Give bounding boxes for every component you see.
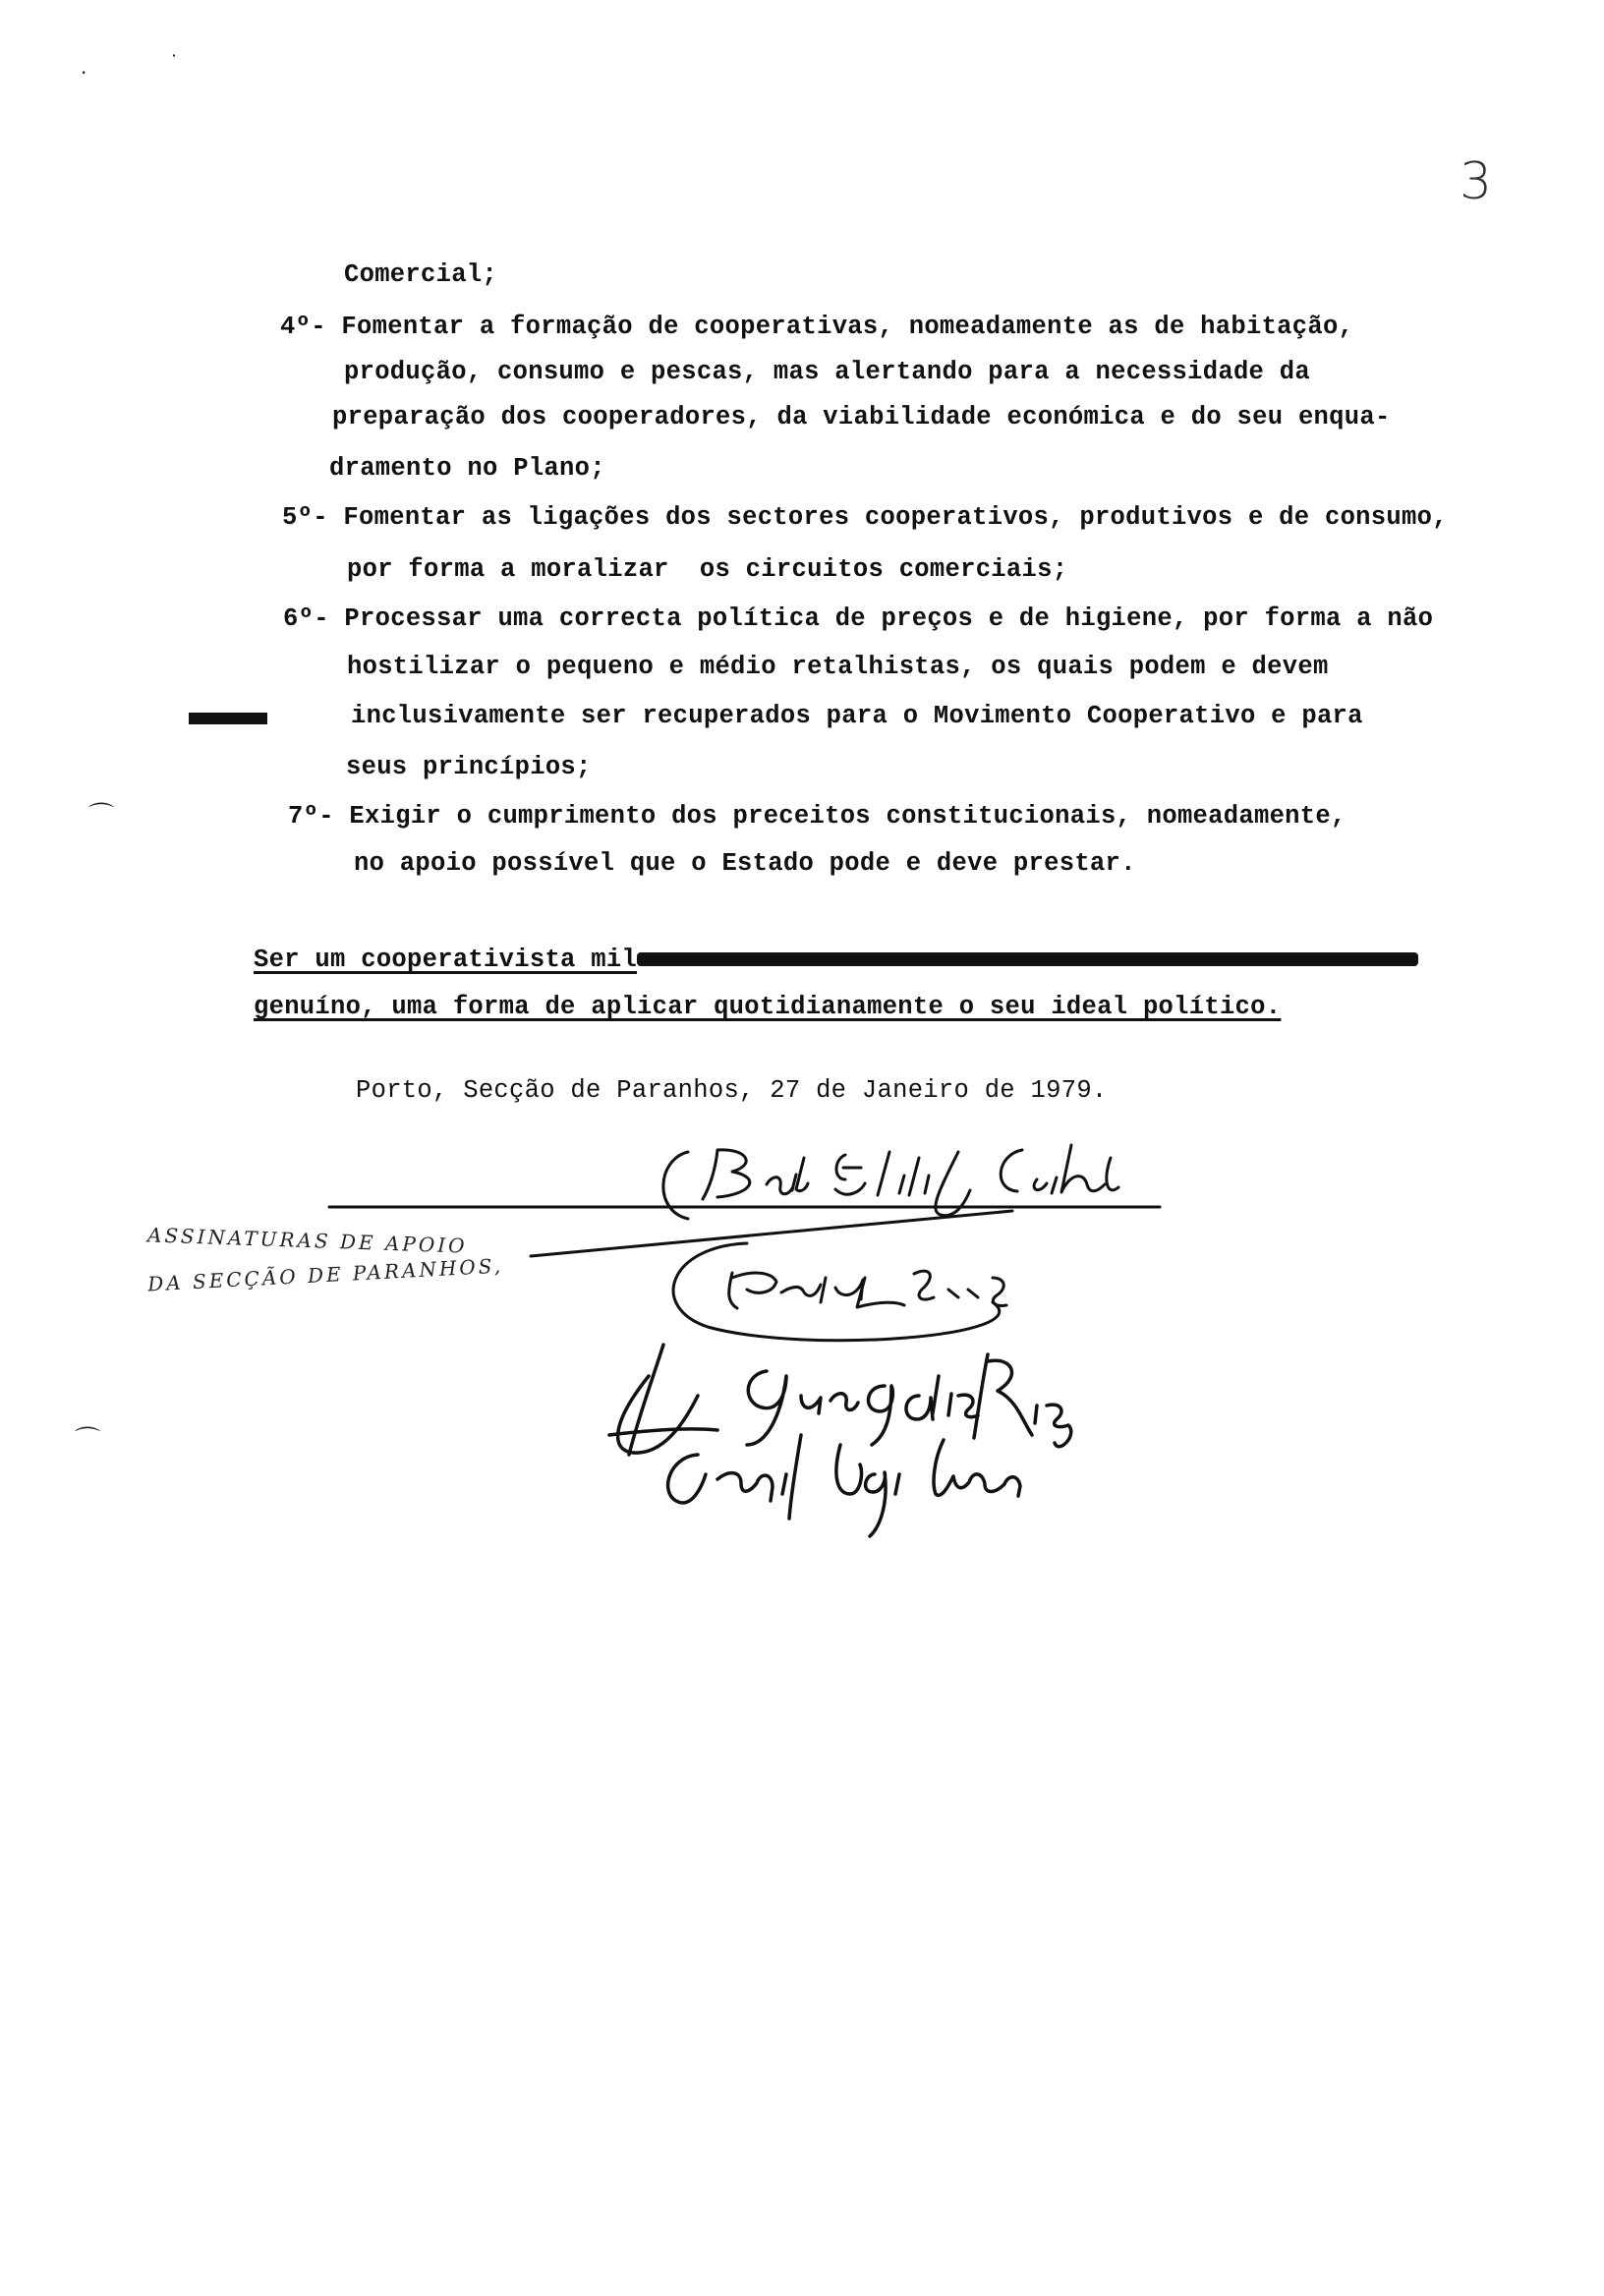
handwritten-note-line-1: ASSINATURAS DE APOIO: [146, 1223, 468, 1258]
list-item-4: 4º- Fomentar a formação de cooperativas, nomeadamente as de habitação,: [280, 313, 1354, 341]
handwritten-note-line-2: DA SECÇÃO DE PARANHOS,: [146, 1253, 504, 1296]
scan-speck: ˙: [169, 51, 179, 75]
signature-2: [673, 1243, 1006, 1341]
text-line: no apoio possível que o Estado pode e deve prestar.: [354, 849, 1136, 878]
text-line: seus princípios;: [346, 753, 592, 781]
page-number: 3: [1460, 152, 1493, 211]
text-line: hostilizar o pequeno e médio retalhistas, os quais podem e devem: [347, 653, 1329, 681]
text-line: inclusivamente ser recuperados para o Movimento Cooperativo e para: [351, 702, 1363, 730]
place-date: Porto, Secção de Paranhos, 27 de Janeiro de 1979.: [356, 1076, 1108, 1105]
text-line: por forma a moralizar os circuitos comerciais;: [347, 555, 1068, 584]
signature-rule: [531, 1211, 1012, 1256]
text-line: dramento no Plano;: [329, 454, 605, 483]
text-line: Comercial;: [344, 260, 498, 289]
signature-3: [609, 1345, 1071, 1455]
closing-line-2: genuíno, uma forma de aplicar quotidianamente o seu ideal político.: [254, 993, 1282, 1021]
margin-mark: ⌒: [88, 802, 115, 832]
margin-mark: ⌒: [75, 1426, 101, 1456]
text-line: produção, consumo e pescas, mas alertando para a necessidade da: [344, 358, 1310, 386]
text-line: preparação dos cooperadores, da viabilidade económica e do seu enqua-: [332, 403, 1391, 431]
list-item-7: 7º- Exigir o cumprimento dos preceitos constitucionais, nomeadamente,: [288, 802, 1346, 831]
closing-line-1: Ser um cooperativista mil: [254, 946, 1418, 974]
list-item-6: 6º- Processar uma correcta política de preços e de higiene, por forma a não: [283, 604, 1434, 633]
list-item-5: 5º- Fomentar as ligações dos sectores cooperativos, produtivos e de consumo,: [282, 503, 1448, 532]
scan-speck: ·: [81, 61, 87, 85]
signature-4: [668, 1435, 1020, 1536]
